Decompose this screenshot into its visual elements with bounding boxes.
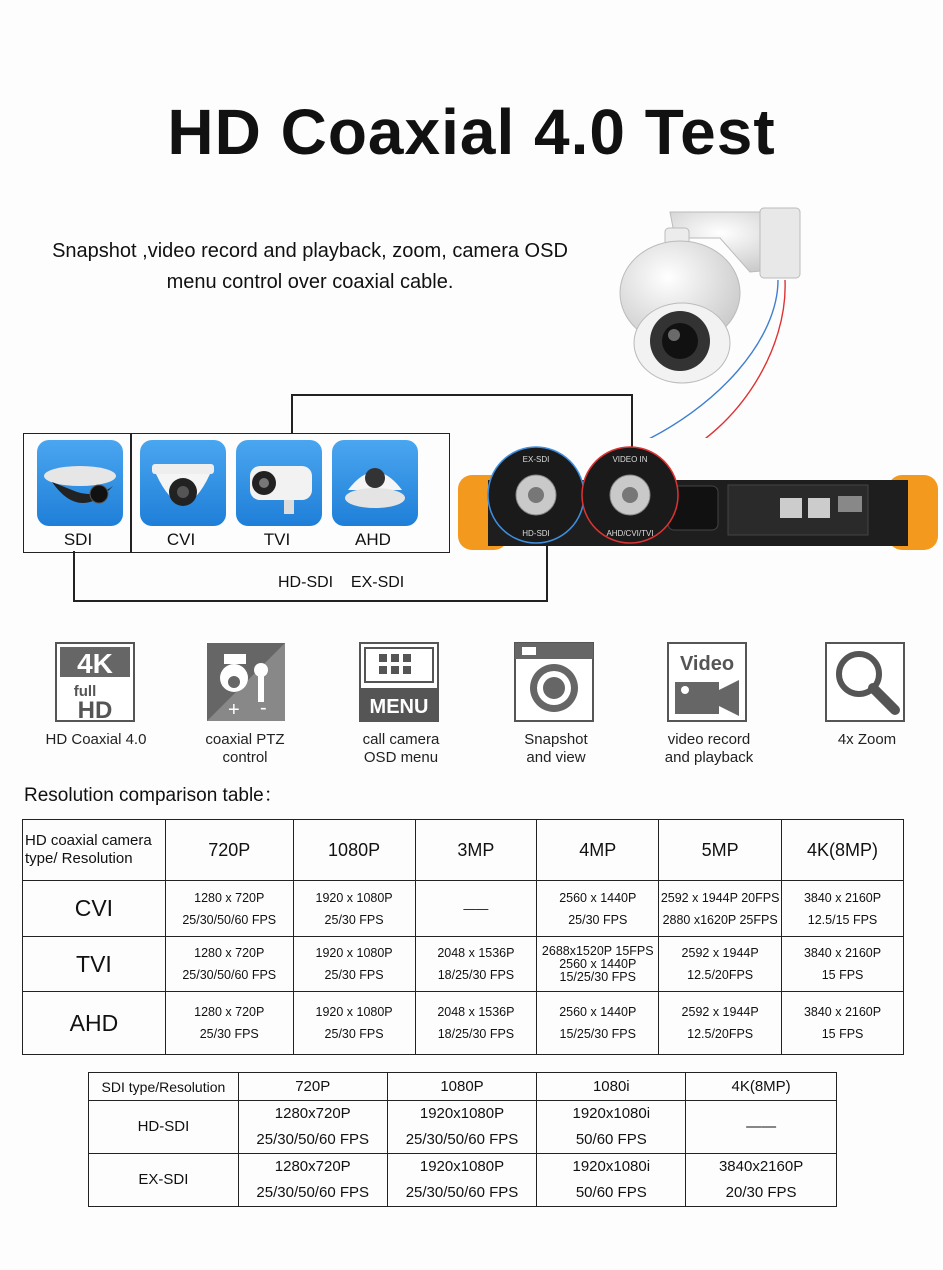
resolution-comparison-table (22, 819, 904, 1055)
row-type: CVI (23, 881, 166, 937)
hd-sdi-port-label: HD-SDI (522, 529, 550, 538)
feature-label-ptz: coaxial PTZ control (205, 731, 285, 766)
table-cell: 1920x1080i 50/60 FPS (537, 1101, 686, 1154)
table-cell: 3840 x 2160P 15 FPS (782, 937, 904, 992)
dome-camera-icon (140, 440, 226, 526)
column-header: 720P (165, 820, 293, 881)
sdi-header-row (89, 1073, 837, 1101)
camera-snapshot-icon (514, 642, 594, 722)
connector-line (291, 394, 293, 434)
sdi-camera-tile (37, 440, 123, 526)
table-cell: 1920 x 1080P 25/30 FPS (293, 992, 415, 1055)
table-cell: 2688x1520P 15FPS 2560 x 1440P 15/25/30 FPS (537, 937, 659, 992)
table-cell: 1920x1080i 50/60 FPS (537, 1154, 686, 1207)
table-row (23, 992, 904, 1055)
sdi-types-label: HD-SDI EX-SDI (278, 574, 405, 591)
table-cell: —— (415, 881, 537, 937)
dome-camera-icon (332, 440, 418, 526)
table-cell: 2048 x 1536P 18/25/30 FPS (415, 992, 537, 1055)
column-header: 4MP (537, 820, 659, 881)
connector-line (291, 394, 631, 396)
table-cell: 2048 x 1536P 18/25/30 FPS (415, 937, 537, 992)
column-header: 1080i (537, 1073, 686, 1101)
column-header: 4K(8MP) (686, 1073, 837, 1101)
ahd-camera-tile (332, 440, 418, 526)
analog-port-label: AHD/CVI/TVI (606, 529, 654, 538)
table-cell: 1920x1080P 25/30/50/60 FPS (387, 1101, 537, 1154)
row-type: AHD (23, 992, 166, 1055)
full-text: full (73, 683, 97, 700)
table-cell: 1280x720P 25/30/50/60 FPS (238, 1154, 387, 1207)
svg-text:-: - (260, 697, 267, 719)
table-cell: 2560 x 1440P 25/30 FPS (537, 881, 659, 937)
table-cell: 1280x720P 25/30/50/60 FPS (238, 1101, 387, 1154)
table-cell: 3840 x 2160P 15 FPS (782, 992, 904, 1055)
sdi-label: SDI (63, 530, 93, 549)
connector-line (73, 551, 75, 601)
bullet-camera-icon (236, 440, 322, 526)
tvi-camera-tile (236, 440, 322, 526)
table-cell: 1280 x 720P 25/30/50/60 FPS (165, 937, 293, 992)
box-divider (130, 434, 132, 552)
cvi-camera-tile (140, 440, 226, 526)
zoom-icon (825, 642, 905, 722)
table-row (23, 937, 904, 992)
column-header: 720P (238, 1073, 387, 1101)
table-heading: Resolution comparison table： (24, 785, 283, 806)
table-cell: 3840 x 2160P 12.5/15 FPS (782, 881, 904, 937)
table-header-row (23, 820, 904, 881)
feature-label-zoom: 4x Zoom (837, 731, 897, 748)
dome-camera-icon (37, 440, 123, 526)
table-cell: 2592 x 1944P 12.5/20FPS (659, 937, 782, 992)
feature-label-hd-coaxial: HD Coaxial 4.0 (45, 731, 147, 748)
cvi-label: CVI (166, 530, 196, 549)
table-cell: 1920x1080P 25/30/50/60 FPS (387, 1154, 537, 1207)
column-header: 5MP (659, 820, 782, 881)
table-corner-cell: HD coaxial camera type/ Resolution (23, 820, 166, 881)
table-cell: 3840x2160P 20/30 FPS (686, 1154, 837, 1207)
page-title: HD Coaxial 4.0 Test (167, 96, 776, 168)
table-row (89, 1101, 837, 1154)
menu-icon (359, 642, 439, 722)
menu-text: MENU (369, 696, 429, 718)
video-text: Video (679, 653, 735, 675)
ptz-control-icon (206, 642, 286, 722)
table-cell: —— (686, 1101, 837, 1154)
hd-text: HD (77, 697, 113, 722)
table-cell: 1280 x 720P 25/30 FPS (165, 992, 293, 1055)
video-in-port-label: VIDEO IN (612, 455, 648, 464)
table-cell: 1920 x 1080P 25/30 FPS (293, 937, 415, 992)
feature-label-osd-menu: call camera OSD menu (362, 731, 440, 766)
column-header: 3MP (415, 820, 537, 881)
feature-description: Snapshot ,video record and playback, zoom, camera OSD menu control over coaxial cable. (52, 240, 568, 293)
svg-text:+: + (228, 699, 240, 721)
column-header: 1080P (387, 1073, 537, 1101)
sdi-corner-cell: SDI type/Resolution (89, 1073, 239, 1101)
video-record-icon (667, 642, 747, 722)
ahd-label: AHD (355, 530, 391, 549)
4k-full-hd-icon (55, 642, 135, 722)
feature-label-video-record: video record and playback (664, 731, 754, 766)
table-cell: 2592 x 1944P 20FPS 2880 x1620P 25FPS (659, 881, 782, 937)
sdi-resolution-table (88, 1072, 837, 1207)
tvi-label: TVI (263, 530, 291, 549)
column-header: 4K(8MP) (782, 820, 904, 881)
fourk-text: 4K (77, 648, 113, 679)
table-cell: 1920 x 1080P 25/30 FPS (293, 881, 415, 937)
connector-line (73, 600, 548, 602)
table-cell: 2560 x 1440P 15/25/30 FPS (537, 992, 659, 1055)
table-row (23, 881, 904, 937)
row-type: EX-SDI (89, 1154, 239, 1207)
row-type: TVI (23, 937, 166, 992)
feature-label-snapshot: Snapshot and view (524, 731, 588, 766)
tester-device-image (458, 440, 943, 555)
table-cell: 1280 x 720P 25/30/50/60 FPS (165, 881, 293, 937)
column-header: 1080P (293, 820, 415, 881)
ptz-dome-camera-image (600, 198, 820, 438)
table-row (89, 1154, 837, 1207)
row-type: HD-SDI (89, 1101, 239, 1154)
ex-sdi-port-label: EX-SDI (522, 455, 550, 464)
table-cell: 2592 x 1944P 12.5/20FPS (659, 992, 782, 1055)
